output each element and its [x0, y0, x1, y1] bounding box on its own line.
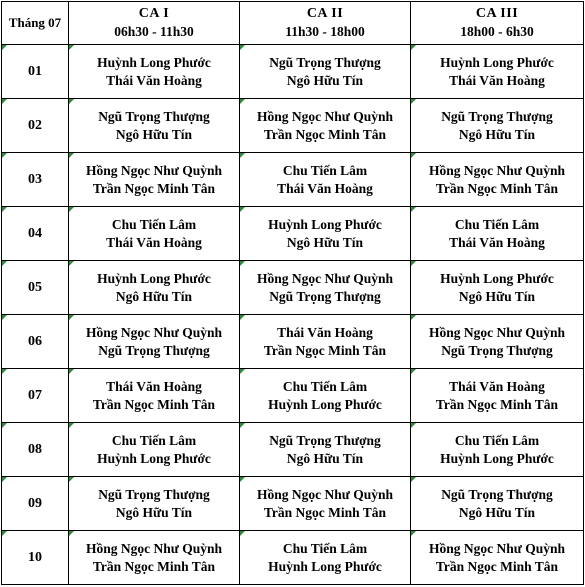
staff-name: Ngũ Trọng Thượng — [441, 342, 553, 358]
table-row — [2, 531, 584, 585]
staff-name: Thái Văn Hoàng — [277, 324, 373, 340]
cell-marker — [240, 45, 245, 50]
shift-cell[interactable] — [69, 477, 240, 531]
day-cell[interactable] — [2, 153, 69, 207]
staff-name: Thái Văn Hoàng — [106, 234, 202, 250]
shift-cell[interactable] — [240, 477, 411, 531]
shift-time: 11h30 - 18h00 — [285, 24, 365, 39]
staff-name: Ngũ Trọng Thượng — [98, 342, 210, 358]
shift-cell[interactable] — [69, 531, 240, 585]
staff-name: Ngũ Trọng Thượng — [269, 288, 381, 304]
cell-marker — [240, 315, 245, 320]
shift-cell[interactable] — [69, 45, 240, 99]
staff-name: Ngô Hữu Tín — [286, 450, 364, 466]
staff-name: Ngô Hữu Tín — [458, 504, 536, 520]
cell-marker — [240, 477, 245, 482]
staff-name: Ngô Hữu Tín — [115, 126, 193, 142]
day-label: 09 — [28, 496, 42, 511]
day-label: 02 — [28, 118, 42, 133]
shift-cell[interactable] — [69, 315, 240, 369]
staff-name: Thái Văn Hoàng — [106, 72, 202, 88]
staff-name: Thái Văn Hoàng — [449, 378, 545, 394]
shift-cell[interactable] — [69, 207, 240, 261]
cell-marker — [69, 315, 74, 320]
cell-marker — [411, 99, 416, 104]
day-label: 07 — [28, 388, 42, 403]
cell-marker — [69, 531, 74, 536]
staff-name: Ngô Hữu Tín — [115, 504, 193, 520]
staff-name: Huỳnh Long Phước — [440, 270, 554, 286]
staff-name: Hồng Ngọc Như Quỳnh — [428, 540, 565, 556]
shift-cell[interactable] — [411, 315, 584, 369]
cell-marker — [411, 531, 416, 536]
staff-name: Thái Văn Hoàng — [449, 234, 545, 250]
shift-cell[interactable] — [411, 423, 584, 477]
shift-time: 18h00 - 6h30 — [460, 24, 534, 39]
staff-name: Thái Văn Hoàng — [277, 180, 373, 196]
staff-name: Ngô Hữu Tín — [286, 72, 364, 88]
cell-marker — [240, 261, 245, 266]
day-cell[interactable] — [2, 99, 69, 153]
cell-marker — [2, 153, 7, 158]
staff-name: Huỳnh Long Phước — [97, 450, 211, 466]
staff-name: Ngũ Trọng Thượng — [269, 432, 381, 448]
staff-name: Thái Văn Hoàng — [449, 72, 545, 88]
shift-cell[interactable] — [240, 207, 411, 261]
day-cell[interactable] — [2, 369, 69, 423]
cell-marker — [69, 99, 74, 104]
cell-marker — [69, 207, 74, 212]
cell-marker — [2, 315, 7, 320]
staff-name: Huỳnh Long Phước — [440, 54, 554, 70]
shift-name: CA II — [306, 6, 344, 21]
day-cell[interactable] — [2, 477, 69, 531]
cell-marker — [411, 369, 416, 374]
day-label: 04 — [28, 226, 42, 241]
day-cell[interactable] — [2, 261, 69, 315]
staff-name: Huỳnh Long Phước — [97, 54, 211, 70]
day-cell[interactable] — [2, 207, 69, 261]
day-label: 10 — [28, 550, 42, 565]
staff-name: Hồng Ngọc Như Quỳnh — [85, 540, 222, 556]
shift-cell[interactable] — [411, 261, 584, 315]
cell-marker — [411, 315, 416, 320]
staff-name: Hồng Ngọc Như Quỳnh — [85, 324, 222, 340]
staff-name: Ngũ Trọng Thượng — [98, 486, 210, 502]
staff-name: Hồng Ngọc Như Quỳnh — [256, 108, 393, 124]
staff-name: Chu Tiến Lâm — [111, 432, 197, 448]
shift-header-cell[interactable] — [240, 2, 411, 45]
staff-name: Trần Ngọc Minh Tân — [263, 504, 387, 520]
month-label: Tháng 07 — [8, 15, 62, 30]
staff-name: Chu Tiến Lâm — [111, 216, 197, 232]
day-label: 05 — [28, 280, 42, 295]
shift-cell[interactable] — [69, 261, 240, 315]
staff-name: Chu Tiến Lâm — [282, 540, 368, 556]
shift-cell[interactable] — [240, 423, 411, 477]
table-row — [2, 477, 584, 531]
cell-marker — [240, 207, 245, 212]
staff-name: Ngô Hữu Tín — [458, 126, 536, 142]
cell-marker — [2, 369, 7, 374]
cell-marker — [240, 531, 245, 536]
shift-cell[interactable] — [411, 531, 584, 585]
shift-cell[interactable] — [240, 45, 411, 99]
month-header-cell[interactable] — [2, 2, 69, 45]
table-row — [2, 207, 584, 261]
staff-name: Chu Tiến Lâm — [282, 378, 368, 394]
staff-name: Huỳnh Long Phước — [440, 450, 554, 466]
staff-name: Huỳnh Long Phước — [268, 396, 382, 412]
cell-marker — [2, 45, 7, 50]
staff-name: Ngũ Trọng Thượng — [98, 108, 210, 124]
staff-name: Huỳnh Long Phước — [268, 558, 382, 574]
cell-marker — [411, 423, 416, 428]
shift-cell[interactable] — [240, 315, 411, 369]
cell-marker — [69, 153, 74, 158]
shift-name: CA III — [475, 6, 519, 21]
staff-name: Ngô Hữu Tín — [458, 288, 536, 304]
shift-cell[interactable] — [240, 531, 411, 585]
roster-body — [2, 2, 584, 585]
staff-name: Hồng Ngọc Như Quỳnh — [256, 486, 393, 502]
cell-marker — [411, 153, 416, 158]
staff-name: Ngô Hữu Tín — [115, 288, 193, 304]
shift-cell[interactable] — [411, 99, 584, 153]
day-cell[interactable] — [2, 423, 69, 477]
shift-cell[interactable] — [69, 153, 240, 207]
cell-marker — [2, 477, 7, 482]
day-cell[interactable] — [2, 531, 69, 585]
shift-cell[interactable] — [69, 423, 240, 477]
table-row — [2, 315, 584, 369]
day-label: 03 — [28, 172, 42, 187]
staff-name: Hồng Ngọc Như Quỳnh — [428, 324, 565, 340]
shift-roster-table — [1, 1, 584, 585]
staff-name: Huỳnh Long Phước — [268, 216, 382, 232]
table-row — [2, 423, 584, 477]
cell-marker — [2, 207, 7, 212]
staff-name: Trần Ngọc Minh Tân — [435, 558, 559, 574]
shift-cell[interactable] — [240, 99, 411, 153]
shift-header-cell[interactable] — [69, 2, 240, 45]
staff-name: Hồng Ngọc Như Quỳnh — [428, 162, 565, 178]
staff-name: Chu Tiến Lâm — [454, 432, 540, 448]
table-row — [2, 261, 584, 315]
header-row — [2, 2, 584, 45]
staff-name: Trần Ngọc Minh Tân — [263, 126, 387, 142]
shift-cell[interactable] — [411, 207, 584, 261]
staff-name: Trần Ngọc Minh Tân — [263, 342, 387, 358]
shift-cell[interactable] — [69, 369, 240, 423]
cell-marker — [69, 477, 74, 482]
cell-marker — [69, 423, 74, 428]
cell-marker — [411, 261, 416, 266]
cell-marker — [411, 45, 416, 50]
staff-name: Trần Ngọc Minh Tân — [435, 396, 559, 412]
staff-name: Chu Tiến Lâm — [454, 216, 540, 232]
cell-marker — [240, 99, 245, 104]
cell-marker — [2, 531, 7, 536]
cell-marker — [240, 153, 245, 158]
shift-cell[interactable] — [411, 153, 584, 207]
day-cell[interactable] — [2, 45, 69, 99]
staff-name: Ngũ Trọng Thượng — [441, 486, 553, 502]
shift-header-cell[interactable] — [411, 2, 584, 45]
day-cell[interactable] — [2, 315, 69, 369]
cell-marker — [2, 99, 7, 104]
staff-name: Ngô Hữu Tín — [286, 234, 364, 250]
staff-name: Trần Ngọc Minh Tân — [92, 180, 216, 196]
table-row — [2, 99, 584, 153]
cell-marker — [69, 45, 74, 50]
staff-name: Chu Tiến Lâm — [282, 162, 368, 178]
shift-cell[interactable] — [411, 477, 584, 531]
staff-name: Trần Ngọc Minh Tân — [92, 558, 216, 574]
staff-name: Trần Ngọc Minh Tân — [435, 180, 559, 196]
table-row — [2, 153, 584, 207]
staff-name: Thái Văn Hoàng — [106, 378, 202, 394]
day-label: 01 — [28, 64, 42, 79]
staff-name: Huỳnh Long Phước — [97, 270, 211, 286]
cell-marker — [240, 369, 245, 374]
table-row — [2, 369, 584, 423]
cell-marker — [69, 369, 74, 374]
cell-marker — [240, 423, 245, 428]
shift-time: 06h30 - 11h30 — [114, 24, 194, 39]
table-row — [2, 45, 584, 99]
shift-cell[interactable] — [411, 369, 584, 423]
staff-name: Hồng Ngọc Như Quỳnh — [85, 162, 222, 178]
day-label: 08 — [28, 442, 42, 457]
staff-name: Ngũ Trọng Thượng — [269, 54, 381, 70]
staff-name: Hồng Ngọc Như Quỳnh — [256, 270, 393, 286]
shift-cell[interactable] — [69, 99, 240, 153]
staff-name: Ngũ Trọng Thượng — [441, 108, 553, 124]
shift-cell[interactable] — [240, 153, 411, 207]
cell-marker — [2, 423, 7, 428]
shift-cell[interactable] — [240, 261, 411, 315]
shift-cell[interactable] — [411, 45, 584, 99]
shift-name: CA I — [138, 6, 170, 21]
shift-cell[interactable] — [240, 369, 411, 423]
day-label: 06 — [28, 334, 42, 349]
cell-marker — [69, 261, 74, 266]
staff-name: Trần Ngọc Minh Tân — [92, 396, 216, 412]
cell-marker — [2, 261, 7, 266]
cell-marker — [411, 477, 416, 482]
cell-marker — [411, 207, 416, 212]
